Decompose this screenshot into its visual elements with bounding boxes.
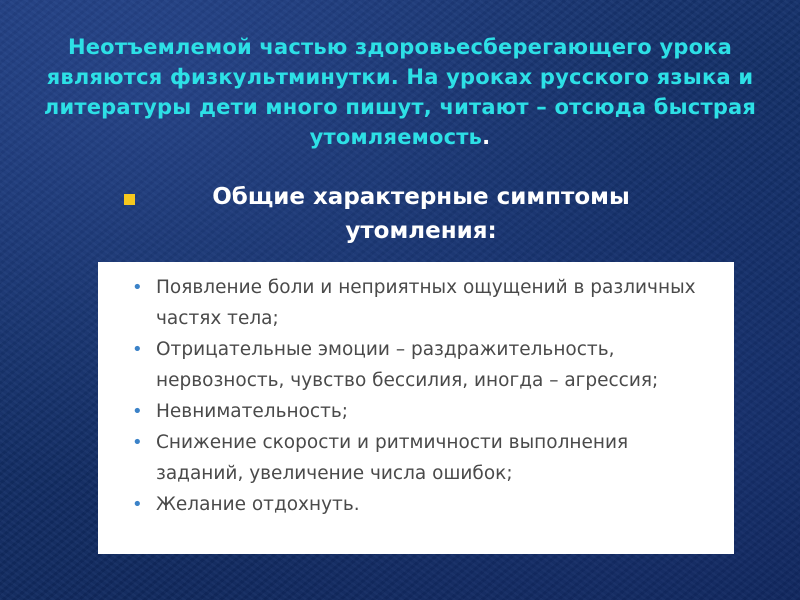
symptoms-list — [98, 262, 734, 520]
symptom-item — [132, 334, 714, 396]
symptom-text: Появление боли и неприятных ощущений в различных частях тела; — [156, 277, 696, 329]
bullet-icon: • — [132, 277, 143, 298]
symptoms-heading — [124, 180, 684, 248]
bullet-icon: • — [132, 339, 143, 360]
symptoms-panel — [98, 262, 734, 554]
bullet-icon: • — [132, 401, 143, 422]
symptom-item — [132, 489, 714, 520]
symptom-text: Отрицательные эмоции – раздражительность, нервозность, чувство бессилия, иногда – агрессия; — [156, 339, 659, 391]
intro-text: Неотъемлемой частью здоровьесберегающего урока являются физкультминутки. На уроках русского языка и литературы дети много пишут, читают – отсюда быстрая утомляемость — [43, 35, 757, 149]
symptoms-heading-text: Общие характерные симптомы утомления: — [212, 184, 630, 244]
symptom-item — [132, 272, 714, 334]
symptom-item — [132, 427, 714, 489]
symptom-text: Невнимательность; — [156, 401, 348, 422]
bullet-icon: • — [132, 494, 143, 515]
symptom-text: Снижение скорости и ритмичности выполнения заданий, увеличение числа ошибок; — [156, 432, 629, 484]
intro-paragraph — [40, 32, 760, 152]
square-bullet-icon — [124, 194, 135, 205]
symptom-item — [132, 396, 714, 427]
bullet-icon: • — [132, 432, 143, 453]
intro-period: . — [482, 125, 491, 149]
symptom-text: Желание отдохнуть. — [156, 494, 360, 515]
